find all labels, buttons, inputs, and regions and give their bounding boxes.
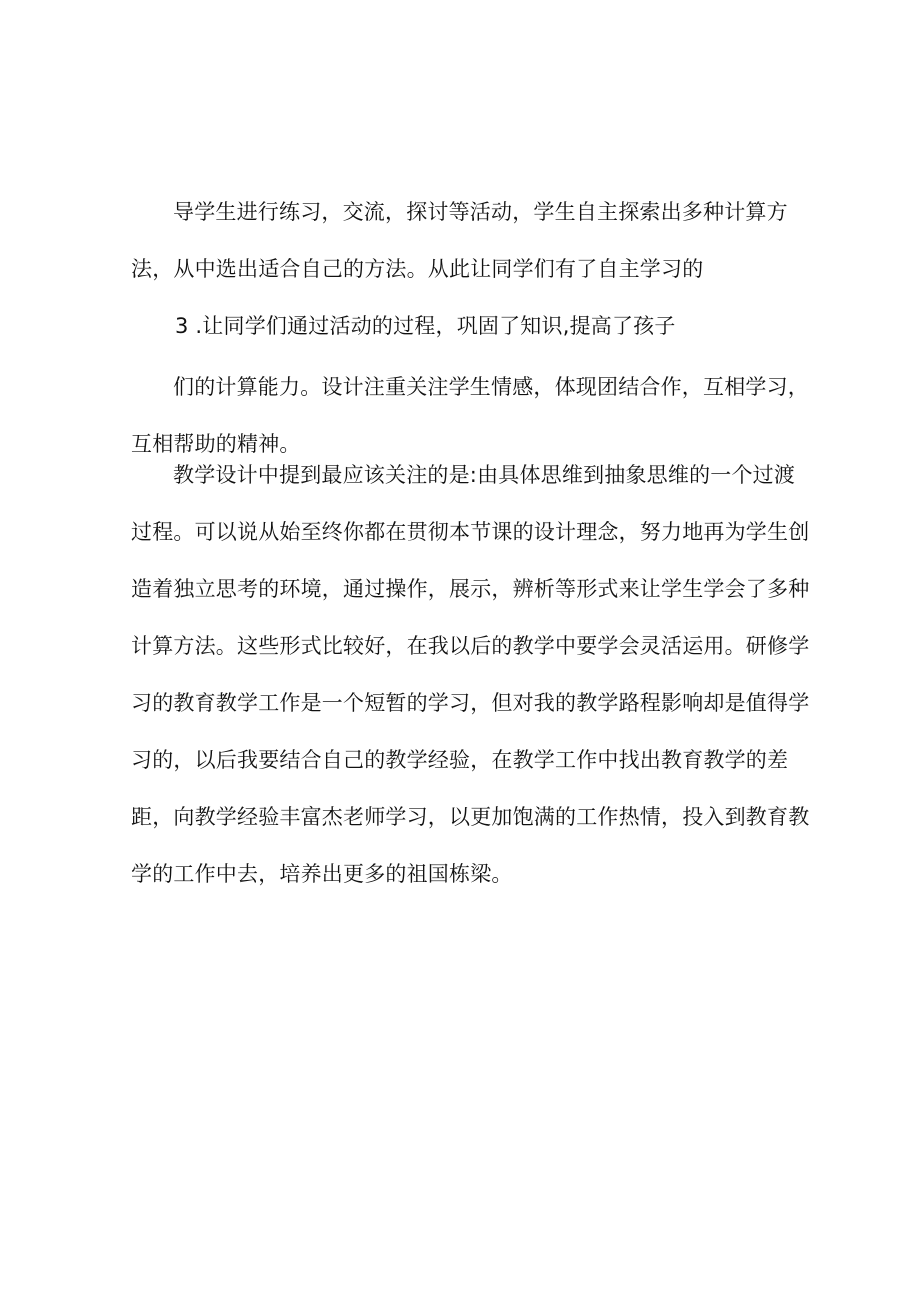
paragraph-3: 们的计算能力。设计注重关注学生情感，体现团结合作，互相学习，互相帮助的精神。 [131,375,809,456]
paragraph-4: 教学设计中提到最应该关注的是:由具体思维到抽象思维的一个过渡过程。可以说从始至终你都在贯彻本节课的设计理念，努力地再为学生创造着独立思考的环境，通过操作，展示，辨析等形式来让学生学会了多种计算方法。这些形式比较好，在我以后的教学中要学会灵活运用。研修学习的教育教学工作是一个短暂的学习，但对我的教学路程影响却是值得学习的，以后我要结合自己的教学经验，在教学工作中找出教育教学的差距，向教学经验丰富杰老师学习，以更加饱满的工作热情，投入到教育教学的工作中去，培养出更多的祖国栋梁。 [131,463,810,886]
paragraph-2-numbered-item: 3 .让同学们通过活动的过程，巩固了知识,提高了孩子 [175,314,676,338]
paragraph-1: 导学生进行练习，交流，探讨等活动，学生自主探索出多种计算方法，从中选出适合自己的方法。从此让同学们有了自主学习的 [131,200,788,281]
